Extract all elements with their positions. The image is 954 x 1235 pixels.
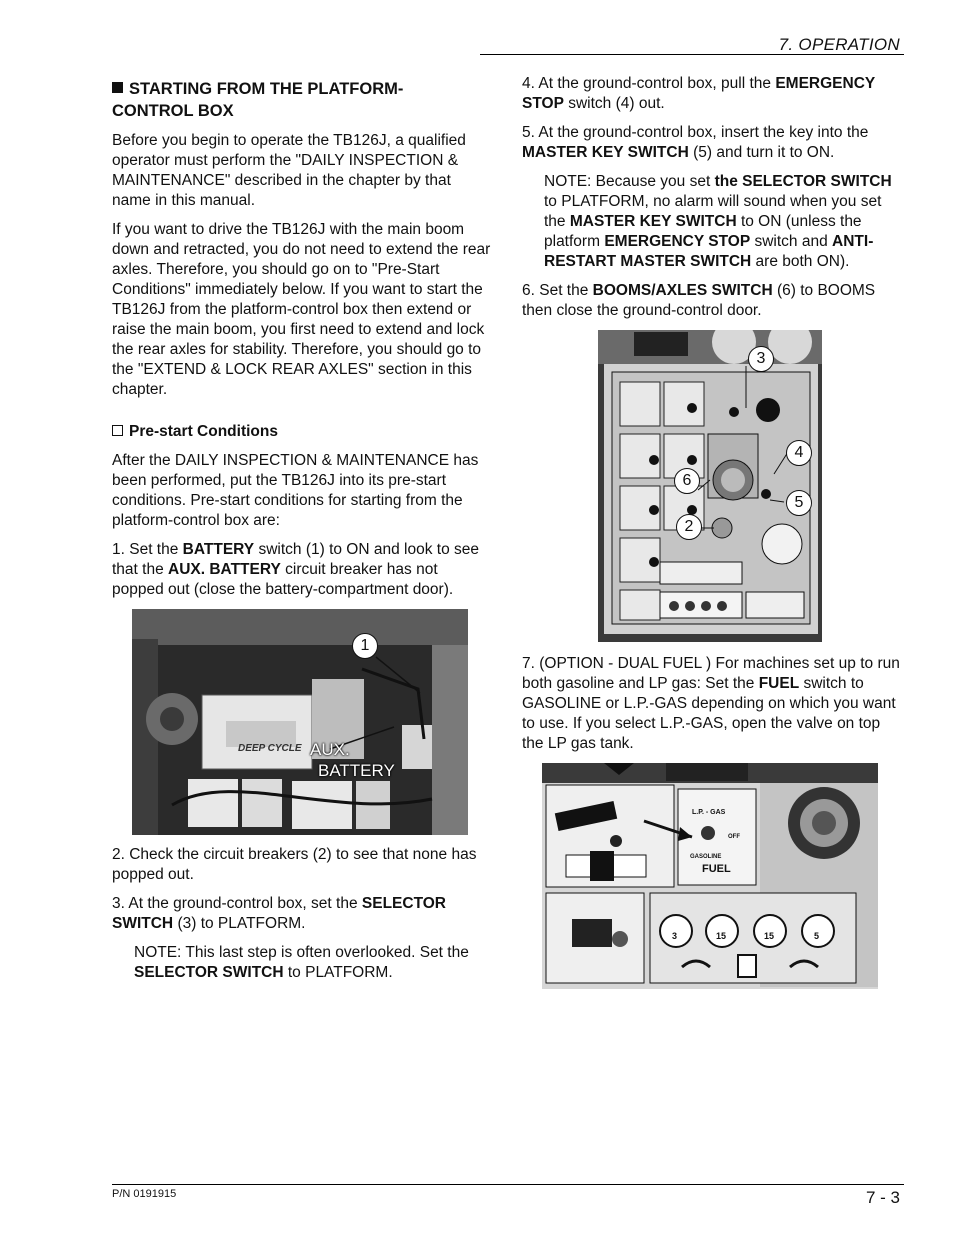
step-3: 3. At the ground-control box, set the SELECTOR SWITCH (3) to PLATFORM. [112,895,447,932]
step-5: 5. At the ground-control box, insert the key into the MASTER KEY SWITCH (5) and turn it to ON. [522,124,869,161]
battery-compartment-photo [132,609,468,835]
axles-paragraph: If you want to drive the TB126J with the main boom down and retracted, you do not need to extend the rear axles. Therefore, you should go on to "Pre-Start Conditions" immediately below. If you want to start the TB126J from the platform-control box then extend or raise the main boom, you first need to extend and lock the rear axles for stability. Therefore, you should go to the "EXTEND & LOCK REAR AXLES" section in this chapter. [112,221,491,398]
step-2: 2. Check the circuit breakers (2) to see that none has popped out. [112,846,477,883]
section-heading: STARTING FROM THE PLATFORM- CONTROL BOX [112,80,404,120]
callout-4: 4 [786,440,812,466]
prestart-paragraph: After the DAILY INSPECTION & MAINTENANCE has been performed, put the TB126J into its pre-start conditions. Pre-start conditions for starting from the platform-control box are: [112,452,479,529]
header-rule [480,54,904,55]
step-1: 1. Set the BATTERY switch (1) to ON and look to see that the AUX. BATTERY circuit breaker has not popped out (close the battery-compartment door). [112,541,479,598]
checkbox-bullet-icon [112,425,123,436]
off-label: OFF [728,834,740,840]
note-no-alarm: NOTE: Because you set the SELECTOR SWITCH to PLATFORM, no alarm will sound when you set the MASTER KEY SWITCH to ON (unless the platform EMERGENCY STOP switch and ANTI-RESTART MASTER SWITCH are both ON). [544,173,892,270]
breaker-label-3: 15 [764,931,775,941]
left-column [112,78,492,992]
lp-gas-label: L.P. - GAS [692,809,726,816]
control-box-drawing [598,330,822,642]
breaker-label-1: 3 [672,931,678,941]
fuel-switch-photo [542,763,878,989]
footer-rule [112,1184,904,1185]
running-header: 7. OPERATION [778,35,900,54]
fuel-label: FUEL [702,863,731,875]
step-4: 4. At the ground-control box, pull the EMERGENCY STOP switch (4) out. [522,75,875,112]
aux-battery-label: AUX. BATTERY [310,740,395,780]
intro-paragraph: Before you begin to operate the TB126J, a qualified operator must perform the "DAILY INSPECTION & MAINTENANCE" described in the chapter by that name in this manual. [112,132,466,209]
callout-6: 6 [674,468,700,494]
subsection-heading: Pre-start Conditions [112,422,492,442]
right-column [522,74,904,989]
callout-2: 2 [676,514,702,540]
callout-5: 5 [786,490,812,516]
breaker-label-4: 5 [814,931,820,941]
gasoline-label: GASOLINE [690,854,722,860]
callout-3: 3 [748,346,774,372]
step-6: 6. Set the BOOMS/AXLES SWITCH (6) to BOOMS then close the ground-control door. [522,282,876,319]
square-bullet-icon [112,82,123,93]
battery-photo-drawing [132,609,468,835]
step-7: 7. (OPTION - DUAL FUEL ) For machines set up to run both gasoline and LP gas: Set the FUEL switch to GASOLINE or L.P.-GAS depending on which you want to use. If you select L.P.-GAS, open the valve on top the LP gas tank. [522,655,900,752]
breaker-label-2: 15 [716,931,727,941]
part-number: P/N 0191915 [112,1188,177,1200]
callout-1: 1 [352,633,378,659]
note-selector-switch: NOTE: This last step is often overlooked. Set the SELECTOR SWITCH to PLATFORM. [134,944,469,981]
page-number: 7 - 3 [865,1188,900,1207]
ground-control-box-photo [598,330,822,642]
deep-cycle-label: DEEP CYCLE [238,743,302,754]
